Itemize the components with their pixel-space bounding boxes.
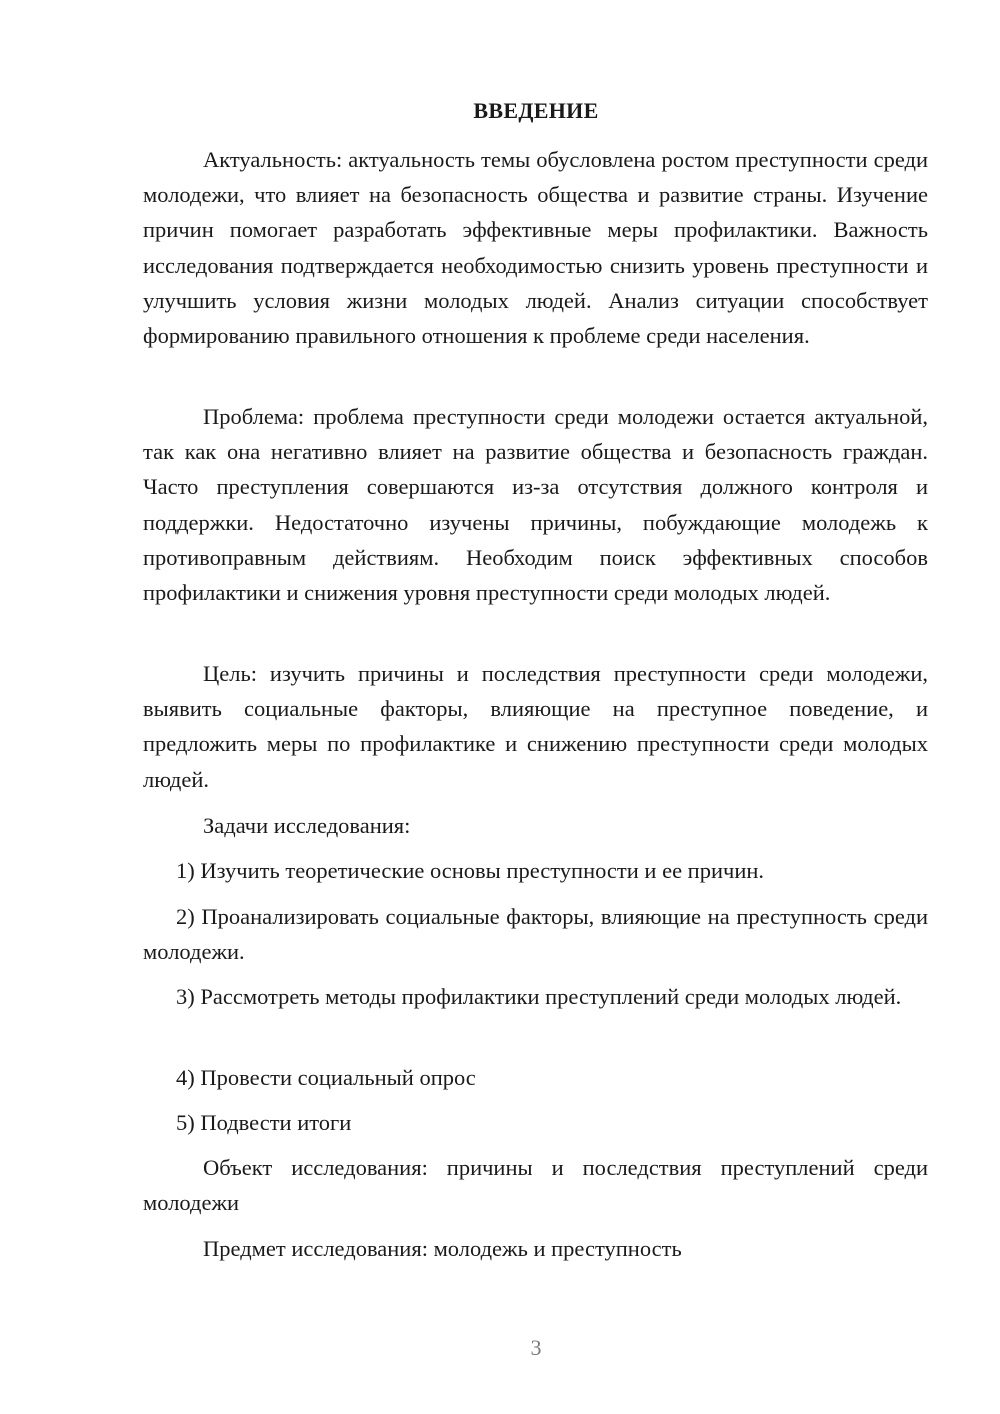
task-item: 4) Провести социальный опрос [176,1065,476,1090]
task-item: 5) Подвести итоги [176,1110,352,1135]
paragraph-object: Объект исследования: причины и последствия преступлений среди молодежи [143,1155,928,1216]
tasks-heading: Задачи исследования: [203,813,411,838]
paragraph-subject: Предмет исследования: молодежь и преступность [203,1236,682,1261]
paragraph-problem: Проблема: проблема преступности среди молодежи остается актуальной, так как она негативно влияет на развитие общества и безопасность граждан. Часто преступления совершаются из-за отсутствия должного контроля и поддержки. Недостаточно изучены причины, побуждающие молодежь к противоправным действиям. Необходим поиск эффективных способов профилактики и снижения уровня преступности среди молодых людей. [143,404,928,606]
paragraph-relevance: Актуальность: актуальность темы обусловлена ростом преступности среди молодежи, что влияет на безопасность общества и развитие страны. Изучение причин помогает разработать эффективные меры профилактики. Важность исследования подтверждается необходимостью снизить уровень преступности и улучшить условия жизни молодых людей. Анализ ситуации способствует формированию правильного отношения к проблеме среди населения. [143,147,928,349]
paragraph-goal: Цель: изучить причины и последствия преступности среди молодежи, выявить социальные факторы, влияющие на преступное поведение, и предложить меры по профилактике и снижению преступности среди молодых людей. [143,661,928,792]
task-item: 3) Рассмотреть методы профилактики преступлений среди молодых людей. [176,984,902,1009]
task-item: 1) Изучить теоретические основы преступности и ее причин. [176,858,765,883]
page-number: 3 [530,1335,542,1360]
section-title: ВВЕДЕНИЕ [473,98,599,123]
task-item: 2) Проанализировать социальные факторы, влияющие на преступность среди молодежи. [143,904,928,965]
